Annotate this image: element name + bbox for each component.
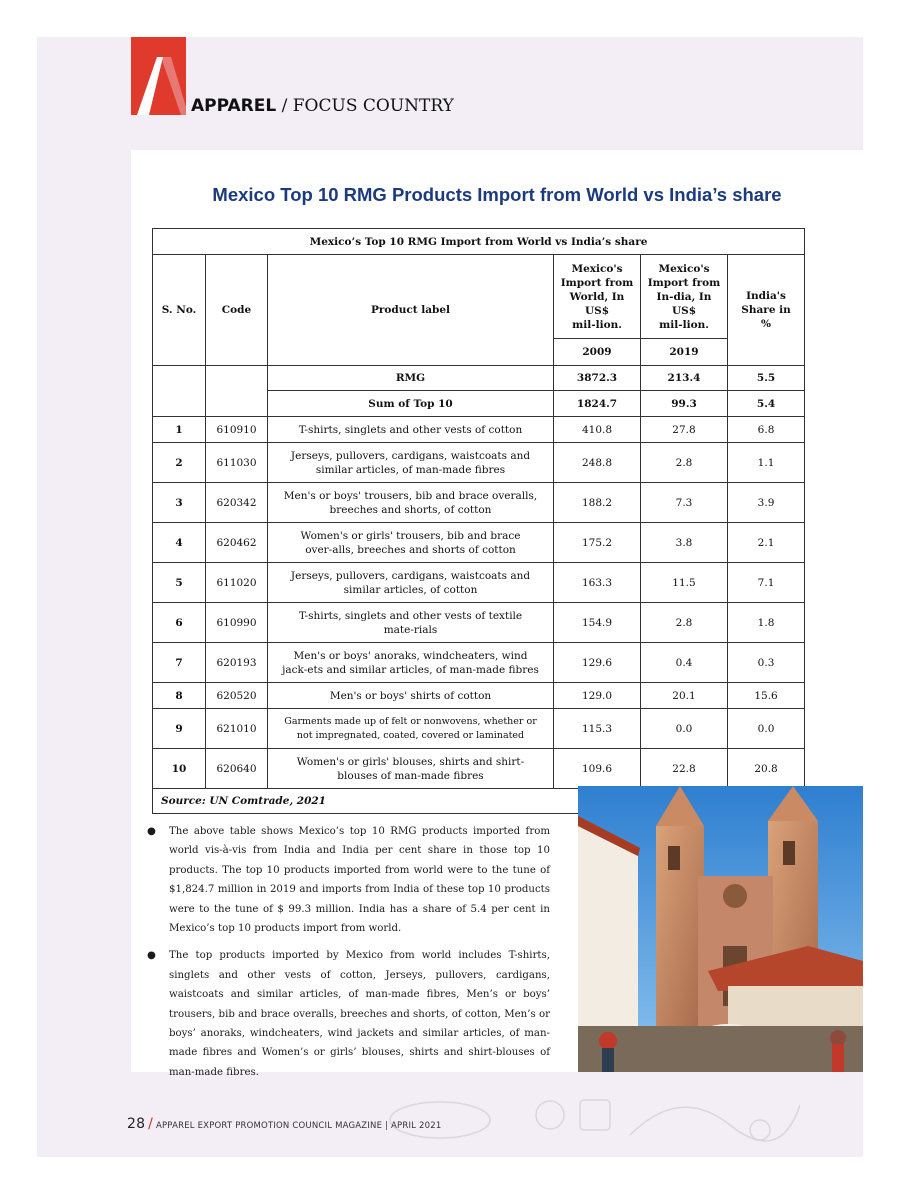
table-row	[153, 709, 805, 749]
header-world-line: US$	[584, 304, 610, 317]
row-share: 3.9	[728, 483, 805, 523]
summary-india: 213.4	[641, 366, 728, 391]
row-product	[268, 603, 554, 643]
row-code: 620640	[206, 749, 268, 789]
page-title: Mexico Top 10 RMG Products Import from World vs India’s share	[212, 184, 782, 205]
row-product: T-shirts, singlets and other vests of cotton	[268, 417, 554, 443]
header-share-line: %	[761, 318, 772, 330]
row-code: 620462	[206, 523, 268, 563]
header-year-2019: 2019	[641, 339, 728, 366]
header-world-line: mil-lion.	[572, 318, 622, 331]
product-line: Women's or girls' trousers, bib and brace	[300, 529, 521, 542]
row-product: Men's or boys' shirts of cotton	[268, 683, 554, 709]
header-code: Code	[206, 255, 268, 366]
row-india: 7.3	[641, 483, 728, 523]
row-world: 109.6	[554, 749, 641, 789]
summary-world: 3872.3	[554, 366, 641, 391]
header-world-line: Import from	[560, 276, 634, 289]
page-footer	[127, 1116, 441, 1132]
page-number: 28	[127, 1116, 146, 1132]
row-india: 2.8	[641, 603, 728, 643]
sewing-decoration-graphic	[380, 1075, 800, 1155]
row-sno: 4	[153, 523, 206, 563]
header-india-line: Mexico's	[658, 262, 710, 275]
table-caption: Mexico’s Top 10 RMG Import from World vs India’s share	[153, 229, 805, 255]
product-line: similar articles, of cotton	[343, 583, 478, 596]
row-sno: 3	[153, 483, 206, 523]
row-code: 620342	[206, 483, 268, 523]
section-header	[191, 96, 454, 116]
row-share: 7.1	[728, 563, 805, 603]
header-product: Product label	[268, 255, 554, 366]
row-code: 620193	[206, 643, 268, 683]
bullet-text: The above table shows Mexico’s top 10 RMG products imported from world vis-à-vis from India and India per cent share in those top 10 products. The top 10 products imported from world were to the tune of $1,824.7 million in 2019 and imports from India of these top 10 products were to the tune of $ 99.3 million. India has a share of 5.4 per cent in Mexico’s top 10 products import from world.	[169, 826, 550, 935]
row-india: 27.8	[641, 417, 728, 443]
table-row	[153, 417, 805, 443]
table-source: Source: UN Comtrade, 2021	[153, 789, 805, 814]
row-india: 22.8	[641, 749, 728, 789]
import-table	[152, 228, 805, 814]
row-share: 15.6	[728, 683, 805, 709]
row-share: 2.1	[728, 523, 805, 563]
row-share: 0.3	[728, 643, 805, 683]
product-line: blouses of man-made fibres	[337, 769, 484, 782]
row-product	[268, 523, 554, 563]
header-year-2009: 2009	[554, 339, 641, 366]
bullet-list	[145, 822, 550, 1090]
table-row	[153, 683, 805, 709]
row-india: 0.4	[641, 643, 728, 683]
taxco-church-photo	[578, 786, 863, 1072]
row-world: 129.0	[554, 683, 641, 709]
row-sno: 6	[153, 603, 206, 643]
row-share: 6.8	[728, 417, 805, 443]
product-line: T-shirts, singlets and other vests of textile	[298, 609, 523, 622]
product-line: similar articles, of man-made fibres	[315, 463, 506, 476]
row-share: 1.8	[728, 603, 805, 643]
header-share-line: Share in	[741, 304, 791, 316]
row-world: 175.2	[554, 523, 641, 563]
summary-world: 1824.7	[554, 391, 641, 417]
row-code: 611020	[206, 563, 268, 603]
row-world: 248.8	[554, 443, 641, 483]
header-world-line: World, In	[569, 290, 625, 303]
row-world: 115.3	[554, 709, 641, 749]
product-line: Women's or girls' blouses, shirts and shirt-	[296, 755, 525, 768]
row-code: 610990	[206, 603, 268, 643]
footer-separator: /	[148, 1116, 154, 1132]
row-world: 154.9	[554, 603, 641, 643]
product-line: Jerseys, pullovers, cardigans, waistcoats and	[290, 449, 531, 462]
summary-share: 5.5	[728, 366, 805, 391]
row-sno: 5	[153, 563, 206, 603]
bullet-item	[145, 822, 550, 938]
product-line: breeches and shorts, of cotton	[329, 503, 492, 516]
header-india-line: mil-lion.	[659, 318, 709, 331]
row-code: 620520	[206, 683, 268, 709]
row-product	[268, 643, 554, 683]
table-row	[153, 603, 805, 643]
header-sno: S. No.	[153, 255, 206, 366]
product-line: Men's or boys' trousers, bib and brace overalls,	[283, 489, 538, 502]
row-india: 3.8	[641, 523, 728, 563]
bullet-dot-icon: ●	[147, 826, 156, 837]
footer-text: APPAREL EXPORT PROMOTION COUNCIL MAGAZINE | APRIL 2021	[155, 1121, 442, 1131]
row-sno: 2	[153, 443, 206, 483]
row-india: 20.1	[641, 683, 728, 709]
section-label: FOCUS COUNTRY	[292, 96, 454, 116]
row-sno: 7	[153, 643, 206, 683]
product-line: Men's or boys' anoraks, windcheaters, wind	[293, 649, 528, 662]
row-sno: 10	[153, 749, 206, 789]
header-india-share	[728, 255, 805, 366]
header-india-import	[641, 255, 728, 339]
row-india: 0.0	[641, 709, 728, 749]
product-line: jack-ets and similar articles, of man-made fibres	[282, 663, 539, 676]
product-line: mate-rials	[383, 623, 438, 636]
row-share: 0.0	[728, 709, 805, 749]
header-world-line: Mexico's	[571, 262, 623, 275]
brand-label: APPAREL	[191, 96, 277, 116]
row-product	[268, 563, 554, 603]
header-world-import	[554, 255, 641, 339]
header-share-line: India's	[746, 290, 786, 302]
summary-share: 5.4	[728, 391, 805, 417]
row-world: 163.3	[554, 563, 641, 603]
product-line: Garments made up of felt or nonwovens, whether or	[284, 715, 537, 727]
product-line: over-alls, breeches and shorts of cotton	[305, 543, 516, 556]
row-world: 410.8	[554, 417, 641, 443]
product-line: not impregnated, coated, covered or laminated	[296, 729, 525, 741]
header-india-line: US$	[671, 304, 697, 317]
row-sno: 1	[153, 417, 206, 443]
table-row	[153, 563, 805, 603]
summary-india: 99.3	[641, 391, 728, 417]
bullet-item	[145, 946, 550, 1082]
row-world: 129.6	[554, 643, 641, 683]
summary-label: Sum of Top 10	[268, 391, 554, 417]
row-code: 621010	[206, 709, 268, 749]
summary-label: RMG	[268, 366, 554, 391]
table-row	[153, 483, 805, 523]
header-india-line: Import from	[647, 276, 721, 289]
row-product	[268, 443, 554, 483]
row-code: 610910	[206, 417, 268, 443]
header-separator: /	[281, 96, 288, 116]
header-india-line: In-dia, In	[656, 290, 712, 303]
bullet-text: The top products imported by Mexico from world includes T-shirts, singlets and other vests of cotton, Jerseys, pullovers, cardigans, waistcoats and similar articles, of man-made fibres, Men’s or boys’ trousers, bib and brace overalls, breeches and shorts, of cotton, Men’s or boys’ anoraks, windcheaters, wind jackets and similar articles, of man-made fibres and Women’s or girls’ blouses, shirts and shirt-blouses of man-made fibres.	[169, 950, 550, 1078]
apparel-logo	[131, 37, 186, 115]
row-sno: 8	[153, 683, 206, 709]
bullet-dot-icon: ●	[147, 950, 156, 962]
row-share: 20.8	[728, 749, 805, 789]
table-row	[153, 643, 805, 683]
table-row	[153, 523, 805, 563]
table-row	[153, 749, 805, 789]
row-product	[268, 749, 554, 789]
product-line: Jerseys, pullovers, cardigans, waistcoats and	[290, 569, 531, 582]
row-code: 611030	[206, 443, 268, 483]
row-sno: 9	[153, 709, 206, 749]
row-share: 1.1	[728, 443, 805, 483]
row-world: 188.2	[554, 483, 641, 523]
row-india: 11.5	[641, 563, 728, 603]
table-row	[153, 443, 805, 483]
row-product	[268, 709, 554, 749]
row-product	[268, 483, 554, 523]
row-india: 2.8	[641, 443, 728, 483]
